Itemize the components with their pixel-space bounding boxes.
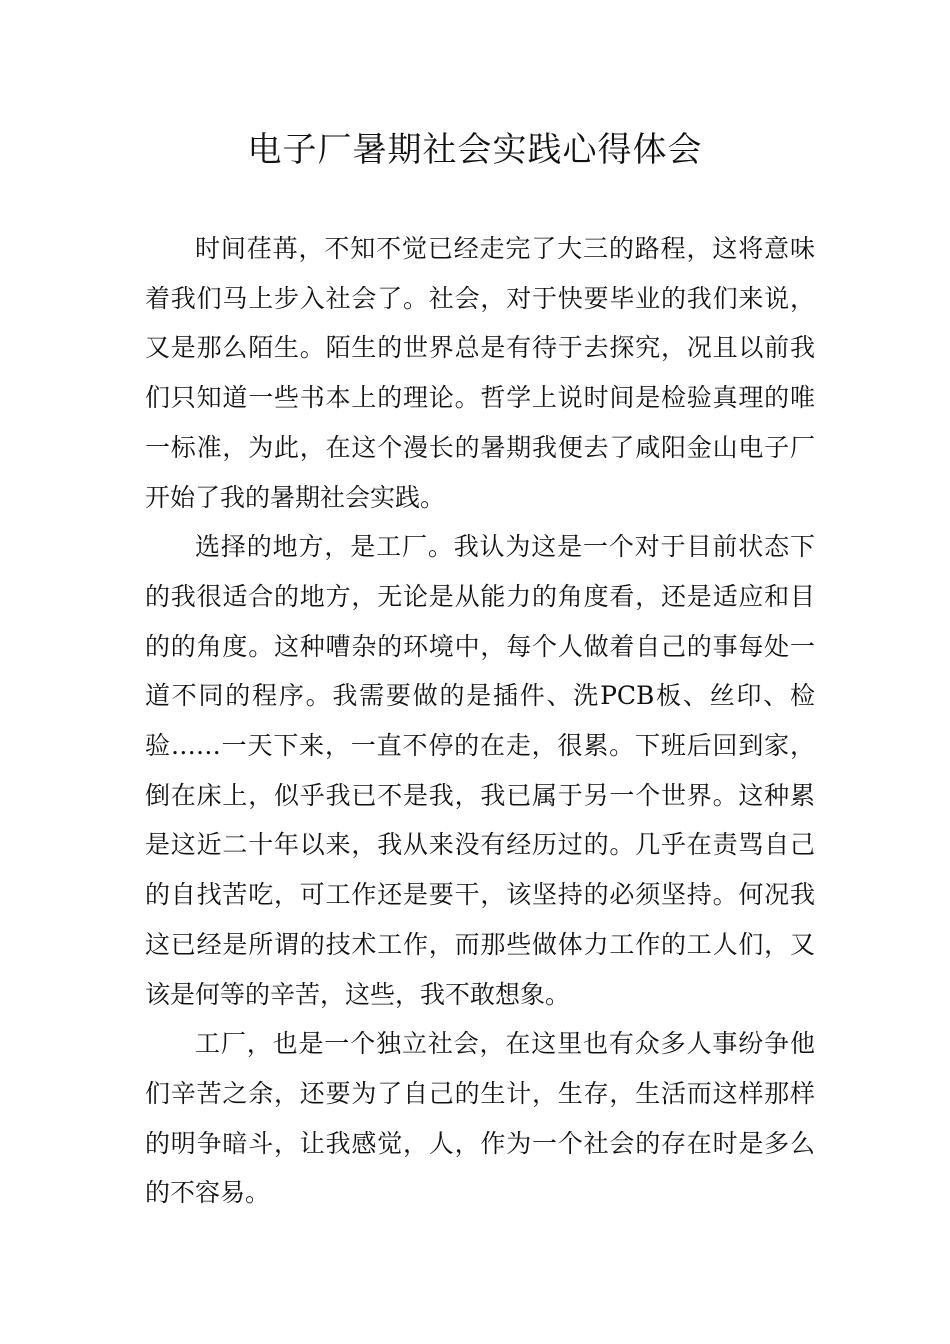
document-title: 电子厂暑期社会实践心得体会 (247, 130, 703, 170)
paragraph-2: 选择的地方，是工厂。我认为这是一个对于目前状态下的我很适合的地方，无论是从能力的角度看，还是适应和目的的角度。这种嘈杂的环境中，每个人做着自己的事每处一道不同的程序。我需要做的是插件、洗PCB板、丝印、检验……一天下来，一直不停的在走，很累。下班后回到家，倒在床上，似乎我已不是我，我已属于另一个世界。这种累是这近二十年以来，我从来没有经历过的。几乎在责骂自己的自找苦吃，可工作还是要干，该坚持的必须坚持。何况我这已经是所谓的技术工作，而那些做体力工作的工人们，又该是何等的辛苦，这些，我不敢想象。 (145, 532, 815, 1009)
paragraph-3: 工厂，也是一个独立社会，在这里也有众多人事纷争他们辛苦之余，还要为了自己的生计，生存，生活而这样那样的明争暗斗，让我感觉，人，作为一个社会的存在时是多么的不容易。 (145, 1029, 815, 1208)
document-body (145, 224, 815, 1218)
paragraph-1: 时间荏苒，不知不觉已经走完了大三的路程，这将意味着我们马上步入社会了。社会，对于快要毕业的我们来说，又是那么陌生。陌生的世界总是有待于去探究，况且以前我们只知道一些书本上的理论。哲学上说时间是检验真理的唯一标准，为此，在这个漫长的暑期我便去了咸阳金山电子厂开始了我的暑期社会实践。 (145, 234, 815, 512)
